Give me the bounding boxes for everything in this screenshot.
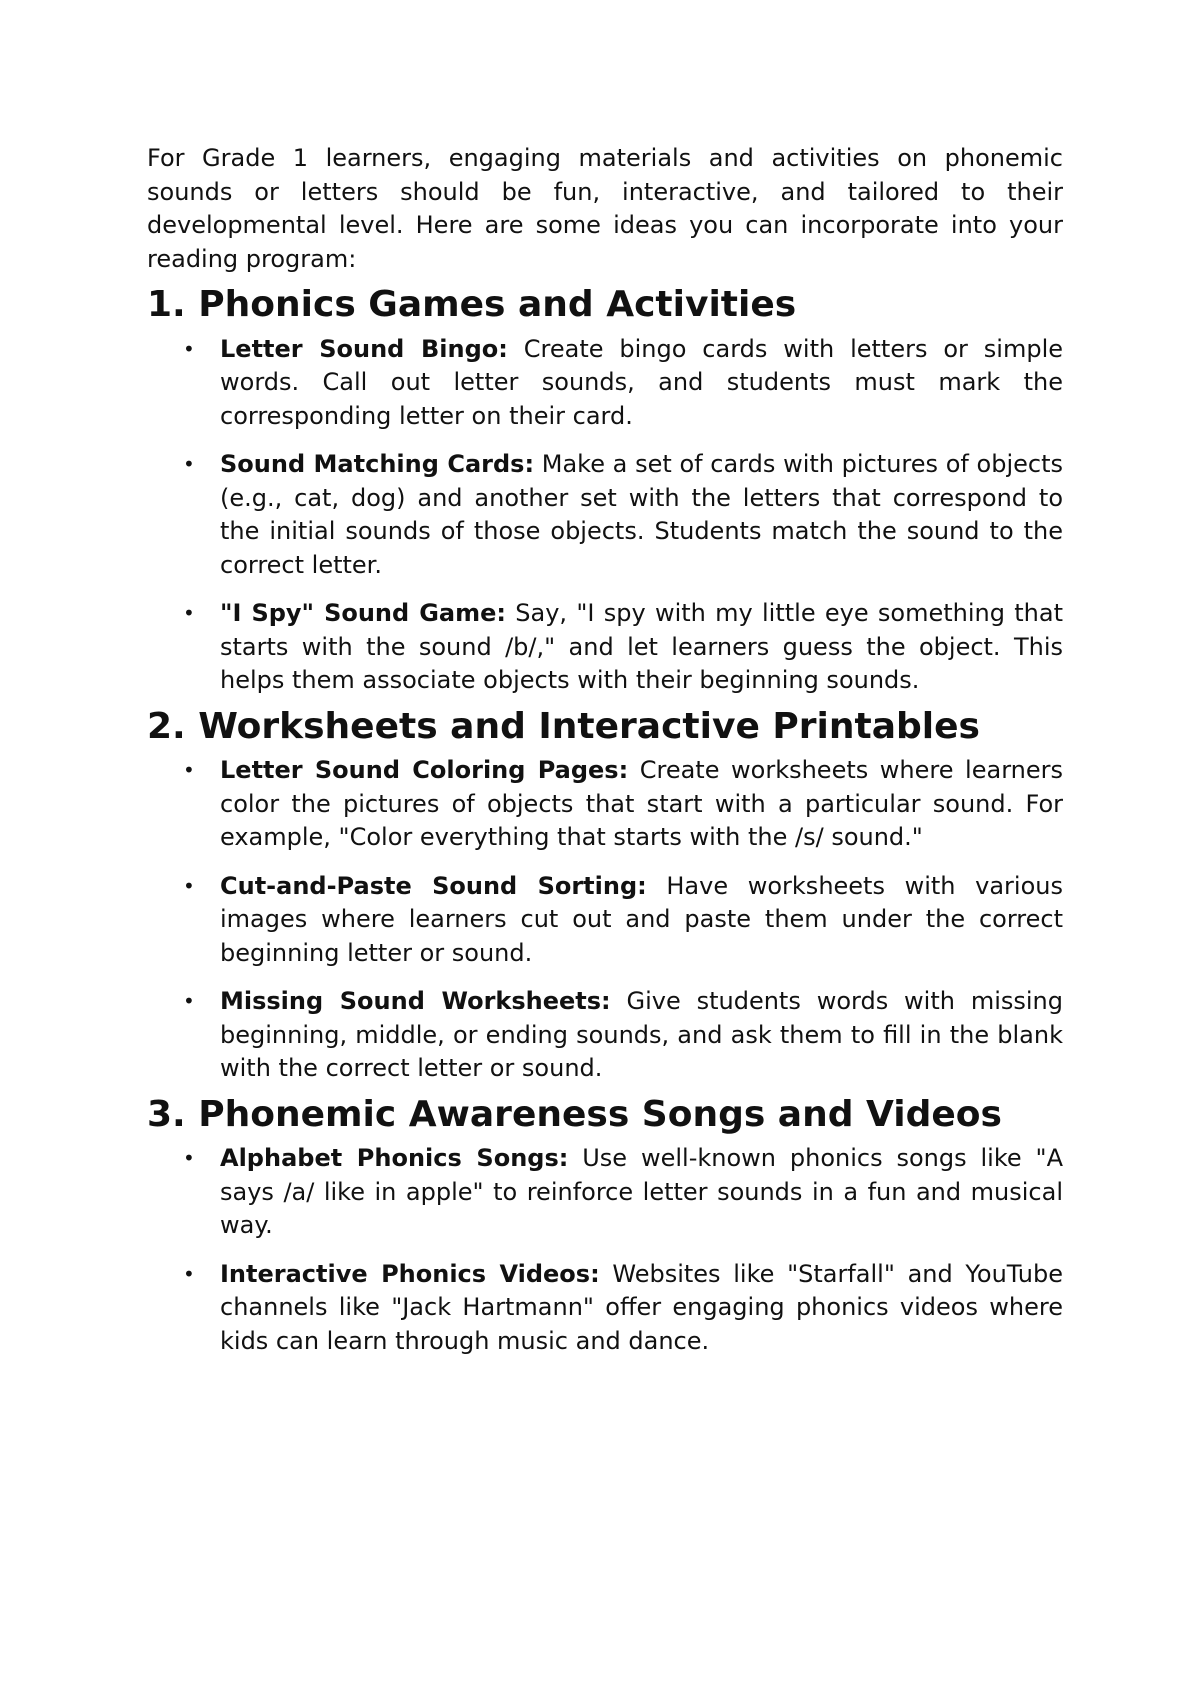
item-term: "I Spy" Sound Game: bbox=[220, 599, 506, 627]
list-item-alphabet-phonics-songs bbox=[147, 1142, 1063, 1243]
section-list-songs-videos bbox=[147, 1142, 1063, 1358]
item-term: Sound Matching Cards: bbox=[220, 450, 535, 478]
section-heading-songs-videos: 3. Phonemic Awareness Songs and Videos bbox=[147, 1093, 1002, 1135]
item-term: Missing Sound Worksheets: bbox=[220, 987, 611, 1015]
list-item-i-spy-sound-game bbox=[147, 597, 1063, 698]
list-item-sound-matching-cards bbox=[147, 448, 1063, 582]
item-term: Cut-and-Paste Sound Sorting: bbox=[220, 871, 647, 900]
item-text: Make a set of cards with pictures of objects (e.g., cat, dog) and another set with the letters that correspond to the initial sounds of those objects. Students match the sound to the correct letter. bbox=[220, 450, 1064, 579]
list-item-interactive-phonics-videos bbox=[147, 1258, 1063, 1359]
bullet-icon: • bbox=[183, 989, 195, 1013]
item-term: Letter Sound Coloring Pages: bbox=[220, 756, 629, 784]
section-list-worksheets bbox=[147, 754, 1063, 1086]
item-text: Give students words with missing beginning, middle, or ending sounds, and ask them to fill in the blank with the correct letter or sound. bbox=[220, 987, 1063, 1082]
bullet-icon: • bbox=[183, 452, 195, 476]
bullet-icon: • bbox=[183, 1261, 195, 1286]
item-text: Have worksheets with various images where learners cut out and paste them under the correct beginning letter or sound. bbox=[220, 871, 1063, 967]
bullet-icon: • bbox=[183, 873, 195, 898]
item-term: Alphabet Phonics Songs: bbox=[220, 1144, 569, 1172]
bullet-icon: • bbox=[183, 758, 195, 782]
item-text: Websites like "Starfall" and YouTube channels like "Jack Hartmann" offer engaging phonics videos where kids can learn through music and dance. bbox=[220, 1259, 1063, 1355]
item-text: Say, "I spy with my little eye something that starts with the sound /b/," and let learners guess the object. This helps them associate objects with their beginning sounds. bbox=[220, 599, 1063, 694]
item-term: Interactive Phonics Videos: bbox=[220, 1259, 600, 1288]
item-text: Create bingo cards with letters or simple words. Call out letter sounds, and students must mark the corresponding letter on their card. bbox=[220, 334, 1064, 430]
list-item-missing-sound-worksheets bbox=[147, 985, 1063, 1086]
bullet-icon: • bbox=[183, 1146, 195, 1170]
item-text: Use well-known phonics songs like "A says /a/ like in apple" to reinforce letter sounds in a fun and musical way. bbox=[220, 1144, 1064, 1239]
section-heading-worksheets: 2. Worksheets and Interactive Printables bbox=[147, 705, 980, 747]
item-text: Create worksheets where learners color the pictures of objects that start with a particular sound. For example, "Color everything that starts with the /s/ sound." bbox=[220, 756, 1063, 851]
bullet-icon: • bbox=[183, 336, 195, 361]
intro-paragraph: For Grade 1 learners, engaging materials and activities on phonemic sounds or letters should be fun, interactive, and tailored to their developmental level. Here are some ideas you can incorporate into your reading program: bbox=[147, 144, 1063, 273]
item-term: Letter Sound Bingo: bbox=[220, 334, 508, 363]
list-item-letter-sound-bingo bbox=[147, 333, 1063, 434]
section-list-phonics-games bbox=[147, 333, 1063, 698]
list-item-letter-sound-coloring bbox=[147, 754, 1063, 855]
list-item-cut-and-paste-sorting bbox=[147, 870, 1063, 971]
document-page bbox=[147, 142, 1063, 1370]
section-heading-phonics-games: 1. Phonics Games and Activities bbox=[147, 284, 797, 325]
bullet-icon: • bbox=[183, 601, 195, 625]
